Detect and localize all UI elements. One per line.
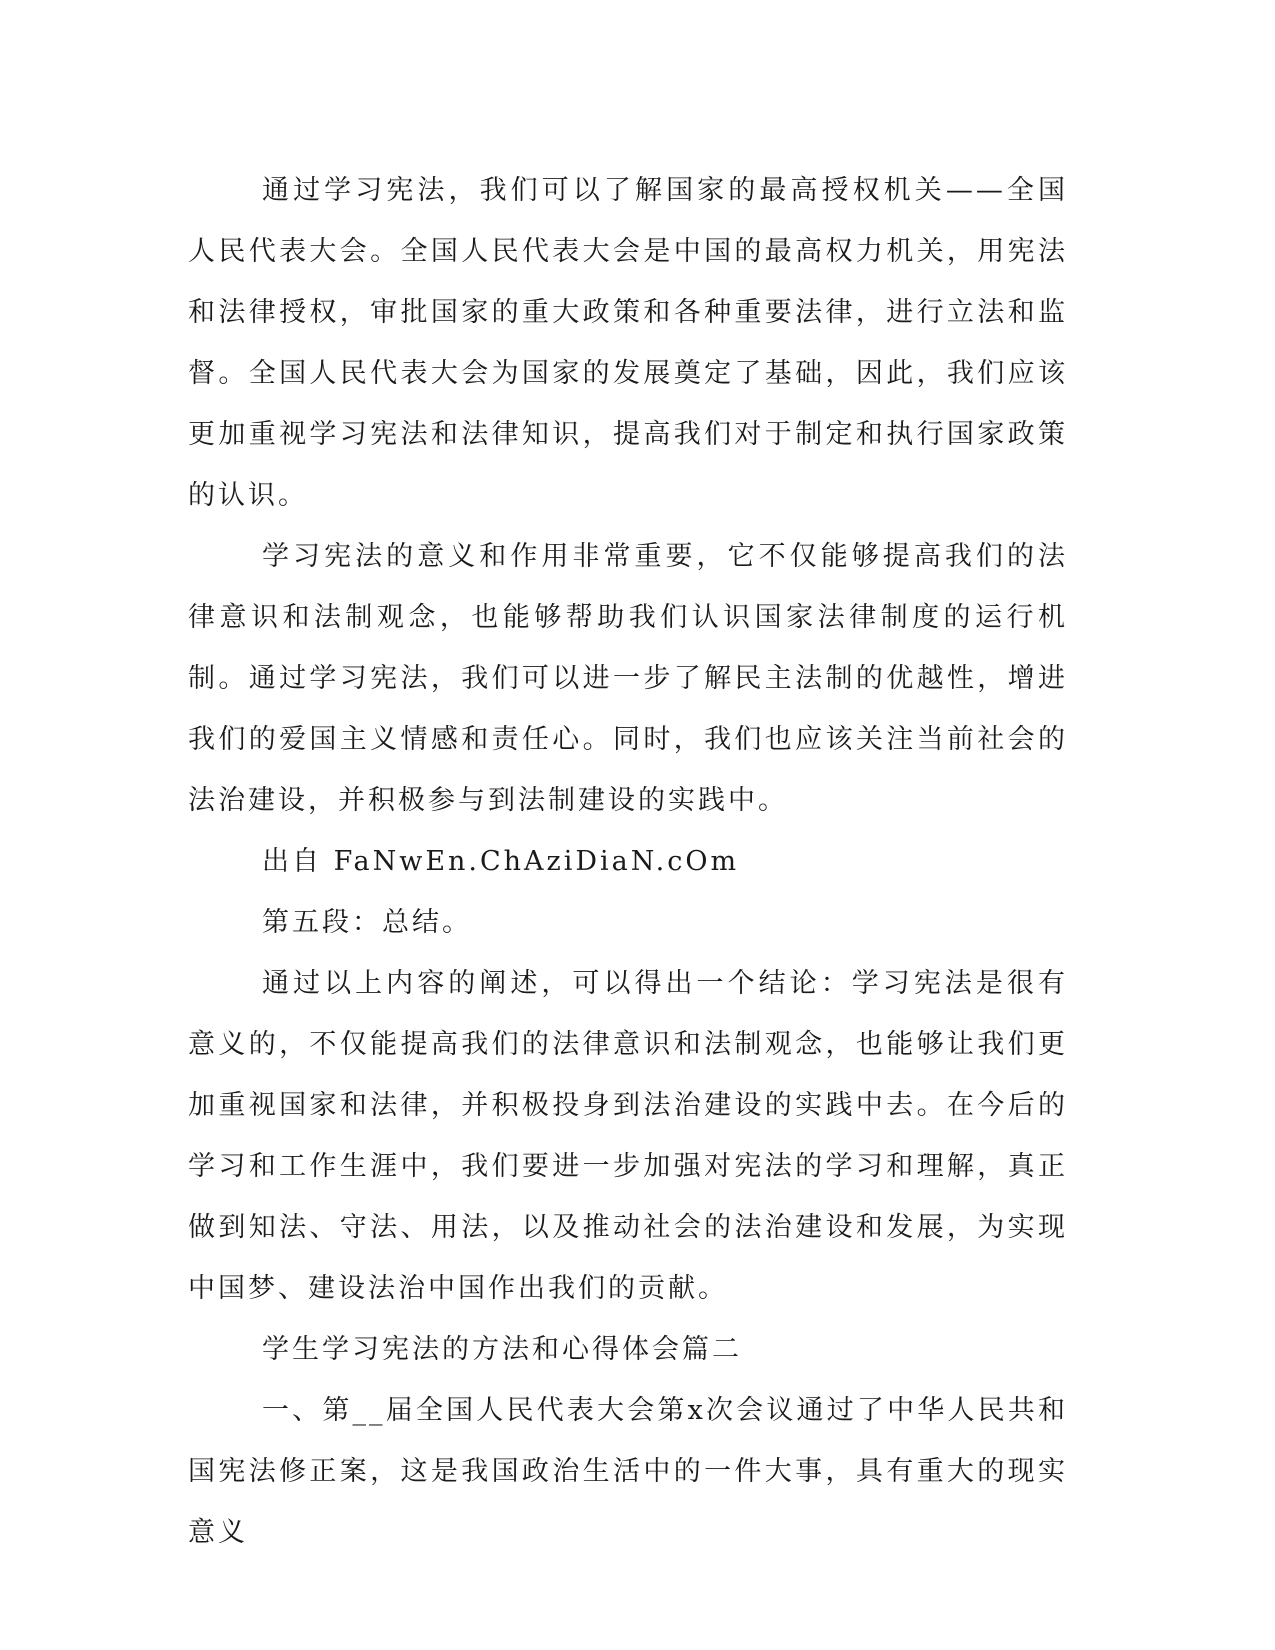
paragraph-conclusion: 通过以上内容的阐述，可以得出一个结论：学习宪法是很有意义的，不仅能提高我们的法律意识和法制观念，也能够让我们更加重视国家和法律，并积极投身到法治建设的实践中去。在今后的学习和工作生涯中，我们要进一步加强对宪法的学习和理解，真正做到知法、守法、用法，以及推动社会的法治建设和发展，为实现中国梦、建设法治中国作出我们的贡献。 <box>188 968 1068 1304</box>
article-title-part-two: 学生学习宪法的方法和心得体会篇二 <box>262 1334 742 1365</box>
document-body <box>188 160 1068 1563</box>
paragraph-npc-intro: 通过学习宪法，我们可以了解国家的最高授权机关——全国人民代表大会。全国人民代表大会是中国的最高权力机关，用宪法和法律授权，审批国家的重大政策和各种重要法律，进行立法和监督。全国人民代表大会为国家的发展奠定了基础，因此，我们应该更加重视学习宪法和法律知识，提高我们对于制定和执行国家政策的认识。 <box>188 175 1068 511</box>
paragraph-amendment: 一、第__届全国人民代表大会第x次会议通过了中华人民共和国宪法修正案，这是我国政治生活中的一件大事，具有重大的现实意义 <box>188 1395 1068 1548</box>
paragraph-significance: 学习宪法的意义和作用非常重要，它不仅能够提高我们的法律意识和法制观念，也能够帮助我们认识国家法律制度的运行机制。通过学习宪法，我们可以进一步了解民主法制的优越性，增进我们的爱国主义情感和责任心。同时，我们也应该关注当前社会的法治建设，并积极参与到法制建设的实践中。 <box>188 541 1068 816</box>
section-heading-summary: 第五段：总结。 <box>262 907 472 938</box>
paragraph-source: 出自 FaNwEn.ChAziDiaN.cOm <box>262 846 740 877</box>
